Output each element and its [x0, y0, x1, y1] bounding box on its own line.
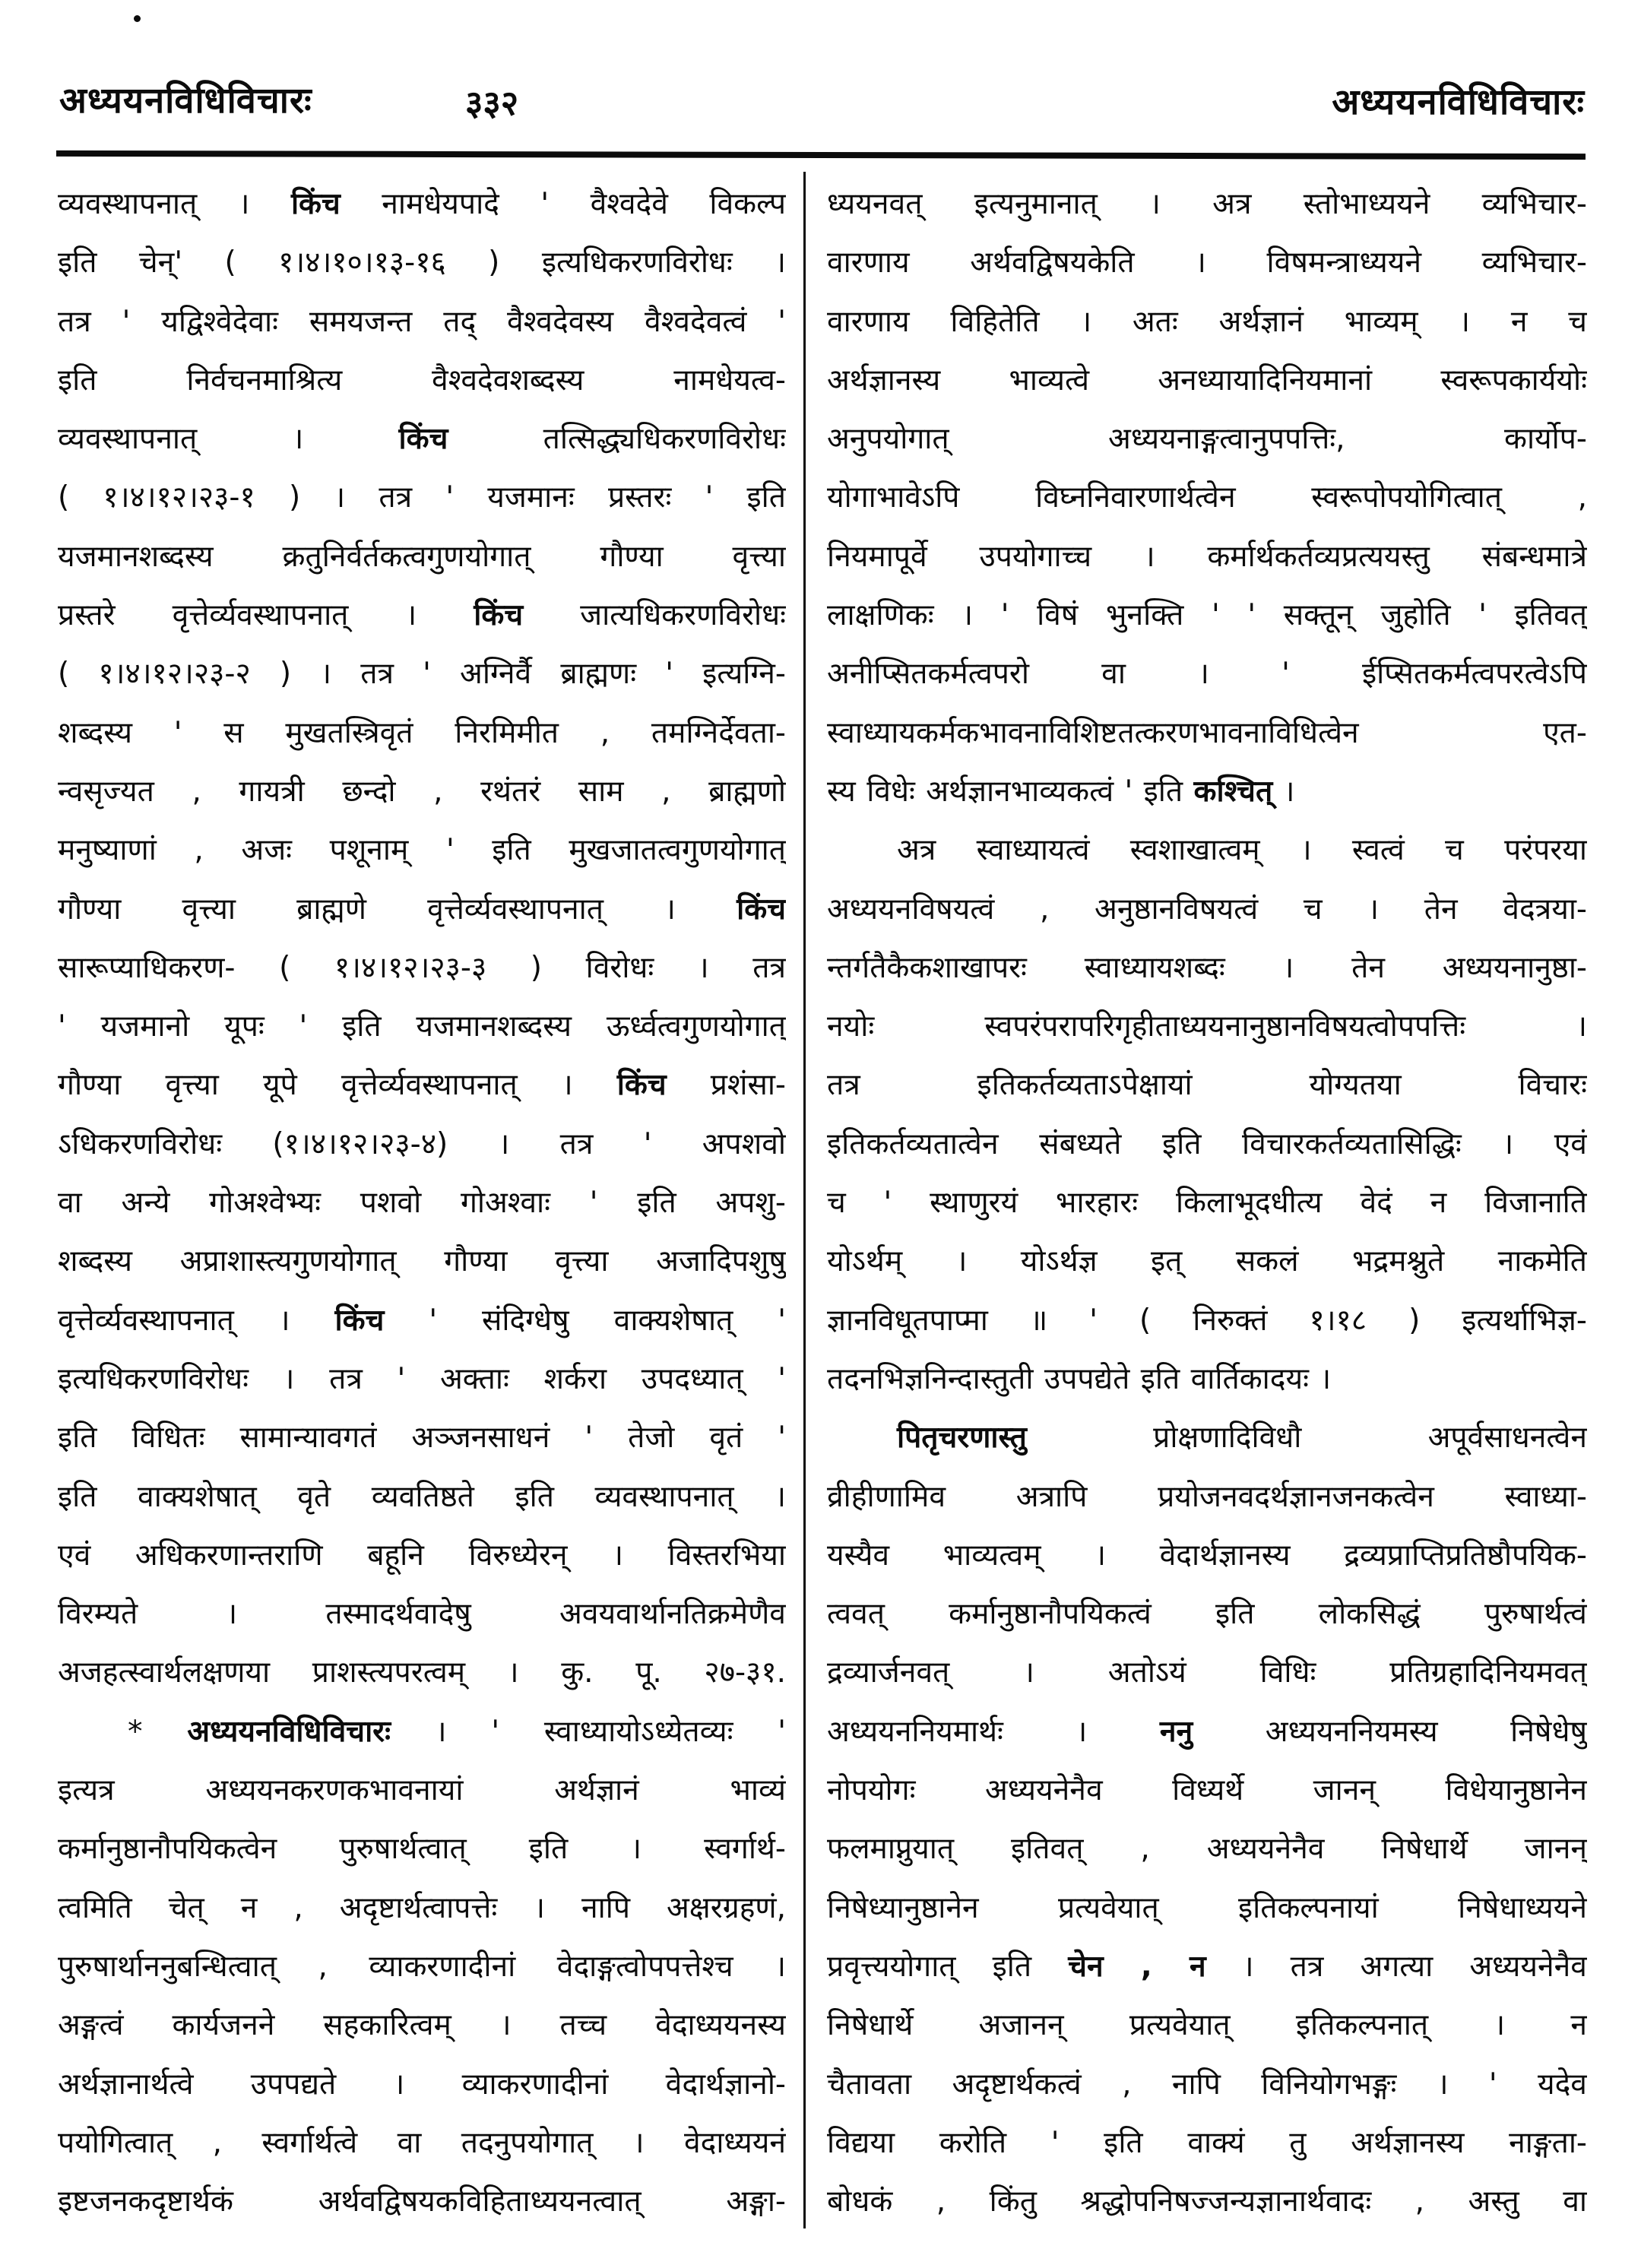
text-line: नोपयोगः अध्ययनेनैव विध्यर्थे जानन् विधेयानुष्ठानेन: [827, 1773, 1587, 1808]
text-line: विरम्यते । तस्मादर्थवादेषु अवयवार्थानतिक्रमेणैव: [58, 1597, 786, 1632]
text-line: बोधकं , किंतु श्रद्धोपनिषज्जन्यज्ञानार्थवादः , अस्तु वा: [827, 2184, 1587, 2219]
text-line: कर्मानुष्ठानौपयिकत्वेन पुरुषार्थत्वात् इति । स्वर्गार्थ-: [58, 1832, 786, 1867]
text-line: निषेधार्थे अजानन् प्रत्यवेयात् इतिकल्पनात् । न: [827, 2008, 1587, 2043]
text-line: निषेध्यानुष्ठानेन प्रत्यवेयात् इतिकल्पनायां निषेधाध्ययने: [827, 1890, 1587, 1925]
ink-speck: [134, 15, 141, 22]
text-line: पितृचरणास्तु प्रोक्षणादिविधौ अपूर्वसाधनत्वेन: [897, 1421, 1587, 1456]
text-line: प्रस्तरे वृत्तेर्व्यवस्थापनात् । किंच जात्यधिकरणविरोधः: [58, 598, 786, 633]
text-line: गौण्या वृत्त्या यूपे वृत्तेर्व्यवस्थापनात् । किंच प्रशंसा-: [58, 1068, 786, 1103]
text-line: त्ववत् कर्मानुष्ठानौपयिकत्वं इति लोकसिद्धं पुरुषार्थत्वं: [827, 1597, 1587, 1632]
text-line: इति निर्वचनमाश्रित्य वैश्वदेवशब्दस्य नामधेयत्व-: [58, 363, 786, 398]
text-line: व्रीहीणामिव अत्रापि प्रयोजनवदर्थज्ञानजनकत्वेन स्वाध्या-: [827, 1479, 1587, 1514]
running-title-right: अध्ययनविधिविचारः: [1332, 81, 1585, 123]
text-line: अनुपयोगात् अध्ययनाङ्गत्वानुपपत्तिः, कार्योप-: [827, 422, 1587, 457]
text-line: इतिकर्तव्यतात्वेन संबध्यते इति विचारकर्तव्यतासिद्धिः । एवं: [827, 1126, 1587, 1161]
running-title-left: अध्ययनविधिविचारः: [59, 80, 312, 122]
page-number: ३३२: [465, 83, 519, 123]
text-column-right: [827, 175, 1587, 2232]
text-line: वृत्तेर्व्यवस्थापनात् । किंच ' संदिग्धेषु वाक्यशेषात् ': [58, 1303, 786, 1338]
text-line: प्रवृत्त्ययोगात् इति चेन , न । तत्र अगत्या अध्ययनेनैव: [827, 1949, 1587, 1984]
text-line: मनुष्याणां , अजः पशूनाम् ' इति मुखजातत्वगुणयोगात्: [58, 833, 786, 868]
text-line: इति चेन्' ( १।४।१०।१३-१६ ) इत्यधिकरणविरोधः ।: [58, 245, 786, 280]
text-line: व्यवस्थापनात् । किंच तत्सिद्ध्यधिकरणविरोधः: [58, 422, 786, 457]
text-line: ध्ययनवत् इत्यनुमानात् । अत्र स्तोभाध्ययने व्यभिचार-: [827, 187, 1587, 221]
text-line: ऽधिकरणविरोधः (१।४।१२।२३-४) । तत्र ' अपशवो: [58, 1126, 786, 1161]
text-line: ज्ञानविधूतपाप्मा ॥ ' ( निरुक्तं १।१८ ) इत्यर्थाभिज्ञ-: [827, 1303, 1587, 1338]
text-column-left: [58, 175, 786, 2232]
text-line: अर्थज्ञानार्थत्वे उपपद्यते । व्याकरणादीनां वेदार्थज्ञानो-: [58, 2067, 786, 2102]
text-line: तत्र इतिकर्तव्यताऽपेक्षायां योग्यतया विचारः: [827, 1068, 1587, 1103]
text-line: वारणाय अर्थवद्विषयकेति । विषमन्त्राध्ययने व्यभिचार-: [827, 245, 1587, 280]
text-line: तत्र ' यद्विश्वेदेवाः समयजन्त तद् वैश्वदेवस्य वैश्वदेवत्वं ': [58, 304, 786, 339]
page-header: [0, 74, 1641, 150]
text-line: इति विधितः सामान्यावगतं अञ्जनसाधनं ' तेजो वृतं ': [58, 1421, 786, 1456]
text-line: तदनभिज्ञनिन्दास्तुती उपपद्येते इति वार्तिकादयः ।: [827, 1361, 1332, 1396]
text-line: एवं अधिकरणान्तराणि बहूनि विरुध्येरन् । विस्तरभिया: [58, 1538, 786, 1573]
text-line: * अध्ययनविधिविचारः । ' स्वाध्यायोऽध्येतव्यः ': [128, 1714, 786, 1749]
column-divider-rule: [803, 172, 806, 2228]
text-line: स्वाध्यायकर्मकभावनाविशिष्टतत्करणभावनाविधित्वेन एत-: [827, 715, 1587, 750]
text-line: ( १।४।१२।२३-१ ) । तत्र ' यजमानः प्रस्तरः ' इति: [58, 480, 786, 515]
text-line: पुरुषार्थाननुबन्धित्वात् , व्याकरणादीनां वेदाङ्गत्वोपपत्तेश्च ।: [58, 1949, 786, 1984]
text-line: ' यजमानो यूपः ' इति यजमानशब्दस्य ऊर्ध्वत्वगुणयोगात्: [58, 1009, 786, 1044]
text-line: नयोः स्वपरंपरापरिगृहीताध्ययनानुष्ठानविषयत्वोपपत्तिः ।: [827, 1009, 1587, 1044]
text-line: अत्र स्वाध्यायत्वं स्वशाखात्वम् । स्वत्वं च परंपरया: [897, 833, 1587, 868]
text-line: यजमानशब्दस्य क्रतुनिर्वर्तकत्वगुणयोगात् गौण्या वृत्त्या: [58, 539, 786, 574]
text-line: फलमाप्नुयात् इतिवत् , अध्ययनेनैव निषेधार्थे जानन्: [827, 1832, 1587, 1867]
text-line: गौण्या वृत्त्या ब्राह्मणे वृत्तेर्व्यवस्थापनात् । किंच: [58, 892, 786, 927]
text-line: योऽर्थम् । योऽर्थज्ञ इत् सकलं भद्रमश्नुते नाकमेति: [827, 1244, 1587, 1279]
text-line: इत्यत्र अध्ययनकरणकभावनायां अर्थज्ञानं भाव्यं: [58, 1773, 786, 1808]
text-line: इष्टजनकदृष्टार्थकं अर्थवद्विषयकविहिताध्ययनत्वात् अङ्गा-: [58, 2184, 786, 2219]
text-line: नियमापूर्वे उपयोगाच्च । कर्मार्थकर्तव्यप्रत्ययस्तु संबन्धमात्रे: [827, 539, 1587, 574]
text-line: द्रव्यार्जनवत् । अतोऽयं विधिः प्रतिग्रहादिनियमवत्: [827, 1655, 1587, 1690]
text-line: विद्यया करोति ' इति वाक्यं तु अर्थज्ञानस्य नाङ्गता-: [827, 2125, 1587, 2160]
text-line: त्वमिति चेत् न , अदृष्टार्थत्वापत्तेः । नापि अक्षरग्रहणं,: [58, 1890, 786, 1925]
text-line: व्यवस्थापनात् । किंच नामधेयपादे ' वैश्वदेवे विकल्प: [58, 187, 786, 221]
text-line: पयोगित्वात् , स्वर्गार्थत्वे वा तदनुपयोगात् । वेदाध्ययनं: [58, 2125, 786, 2160]
text-line: शब्दस्य अप्राशास्त्यगुणयोगात् गौण्या वृत्त्या अजादिपशुषु: [58, 1244, 786, 1279]
text-line: योगाभावेऽपि विघ्ननिवारणार्थत्वेन स्वरूपोपयोगित्वात् ,: [827, 480, 1587, 515]
text-line: अध्ययननियमार्थः । ननु अध्ययननियमस्य निषेधेषु: [827, 1714, 1587, 1749]
text-line: अङ्गत्वं कार्यजनने सहकारित्वम् । तच्च वेदाध्ययनस्य: [58, 2008, 786, 2043]
text-line: च ' स्थाणुरयं भारहारः किलाभूदधीत्य वेदं न विजानाति: [827, 1186, 1587, 1221]
text-line: शब्दस्य ' स मुखतस्त्रिवृतं निरमिमीत , तमग्निर्देवता-: [58, 715, 786, 750]
text-line: चैतावता अदृष्टार्थकत्वं , नापि विनियोगभङ्गः । ' यदेव: [827, 2067, 1587, 2102]
text-line: ( १।४।१२।२३-२ ) । तत्र ' अग्निर्वै ब्राह्मणः ' इत्यग्नि-: [58, 657, 786, 692]
text-line: वा अन्ये गोअश्वेभ्यः पशवो गोअश्वाः ' इति अपशु-: [58, 1186, 786, 1221]
text-line: सारूप्याधिकरण- ( १।४।१२।२३-३ ) विरोधः । तत्र: [58, 950, 786, 985]
header-rule: [56, 150, 1586, 160]
text-line: वारणाय विहितेति । अतः अर्थज्ञानं भाव्यम् । न च: [827, 304, 1587, 339]
text-line: स्य विधेः अर्थज्ञानभाव्यकत्वं ' इति कश्चित् ।: [827, 774, 1295, 809]
text-line: इति वाक्यशेषात् वृते व्यवतिष्ठते इति व्यवस्थापनात् ।: [58, 1479, 786, 1514]
text-line: लाक्षणिकः । ' विषं भुनक्ति ' ' सक्तून् जुहोति ' इतिवत्: [827, 598, 1587, 633]
text-line: अध्ययनविषयत्वं , अनुष्ठानविषयत्वं च । तेन वेदत्रया-: [827, 892, 1587, 927]
text-line: अनीप्सितकर्मत्वपरो वा । ' ईप्सितकर्मत्वपरत्वेऽपि: [827, 657, 1587, 692]
text-line: इत्यधिकरणविरोधः । तत्र ' अक्ताः शर्करा उपदध्यात् ': [58, 1361, 786, 1396]
text-line: अर्थज्ञानस्य भाव्यत्वे अनध्यायादिनियमानां स्वरूपकार्ययोः: [827, 363, 1587, 398]
text-line: अजहत्स्वार्थलक्षणया प्राशस्त्यपरत्वम् । कु. पू. २७-३१.: [58, 1655, 786, 1690]
text-line: न्तर्गतैकैकशाखापरः स्वाध्यायशब्दः । तेन अध्ययनानुष्ठा-: [827, 950, 1587, 985]
text-line: यस्यैव भाव्यत्वम् । वेदार्थज्ञानस्य द्रव्यप्राप्तिप्रतिष्ठौपयिक-: [827, 1538, 1587, 1573]
text-line: न्वसृज्यत , गायत्री छन्दो , रथंतरं साम , ब्राह्मणो: [58, 774, 786, 809]
